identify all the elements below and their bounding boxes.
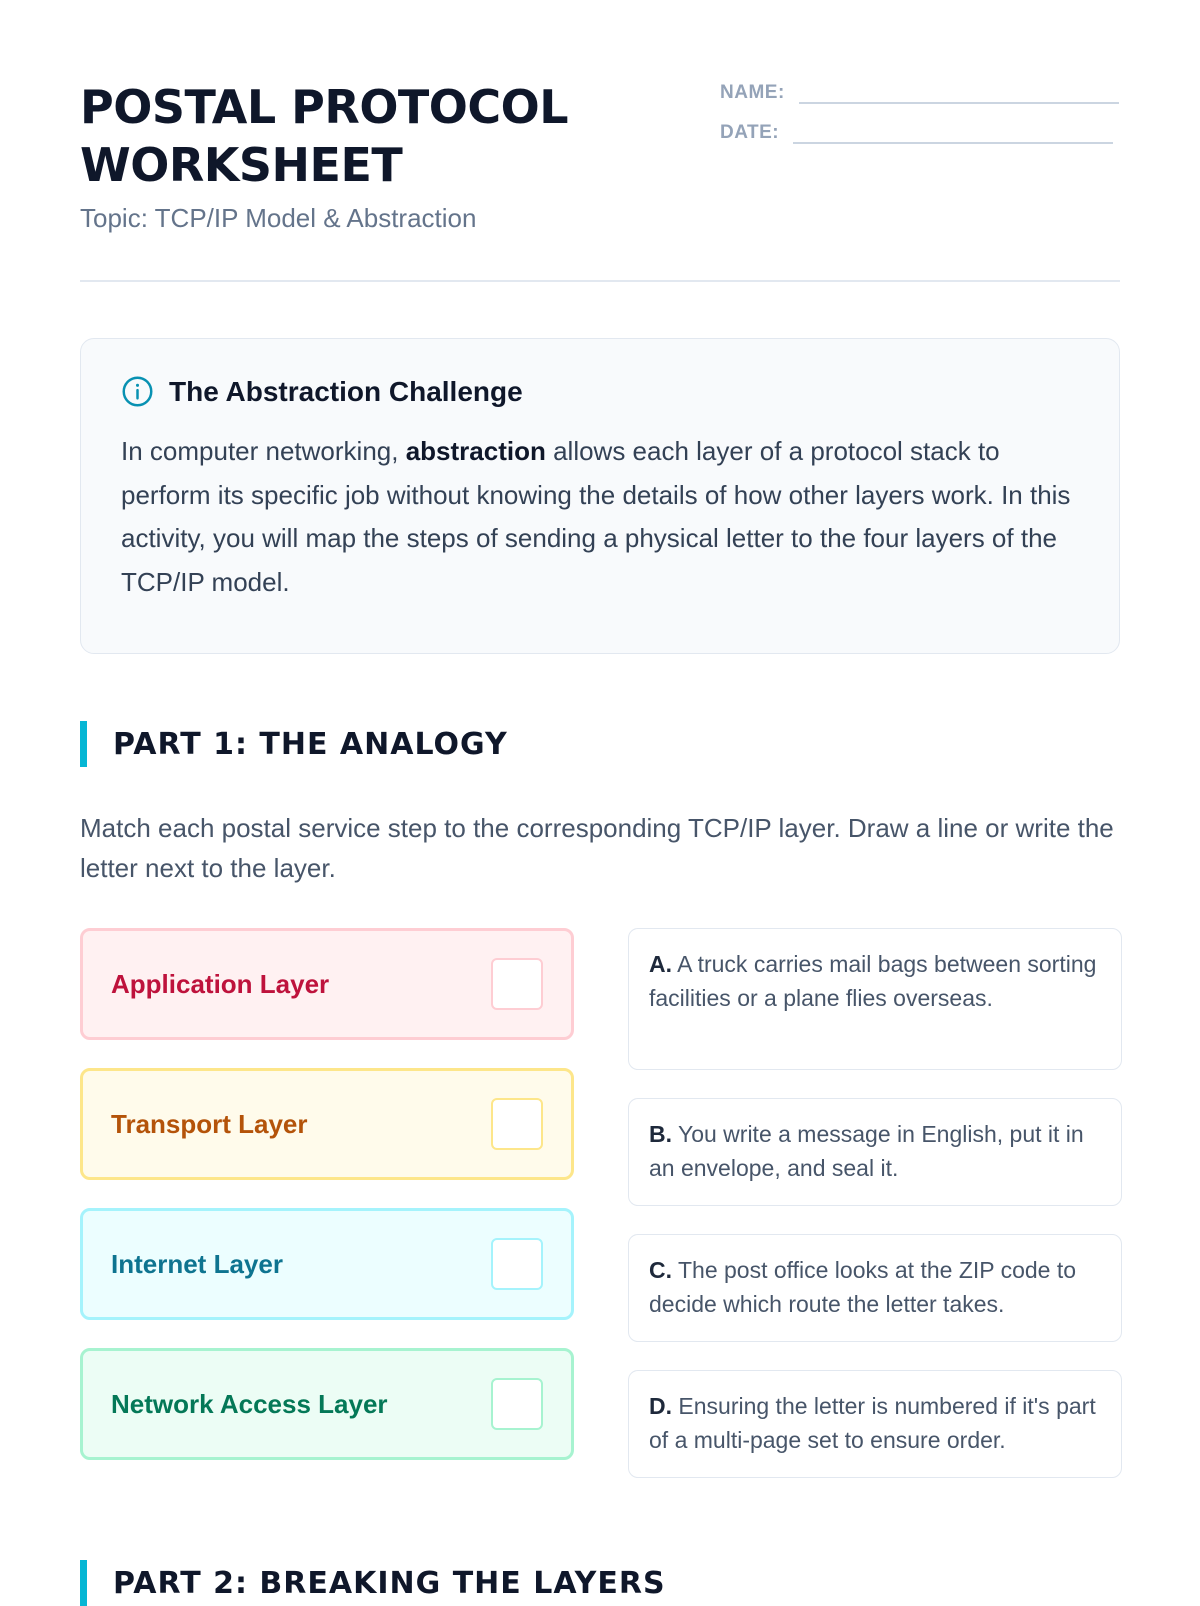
info-body-start: In computer networking, (121, 436, 406, 466)
info-header (121, 375, 1079, 408)
answer-box[interactable] (491, 1098, 543, 1150)
part2-heading: PART 2: BREAKING THE LAYERS (80, 1560, 666, 1606)
name-line[interactable] (799, 80, 1119, 104)
description-card-a (628, 928, 1122, 1070)
title-line-1: POSTAL PROTOCOL (80, 80, 569, 134)
description-letter: D. (649, 1393, 672, 1419)
abstraction-info-box (80, 338, 1120, 654)
part1-heading: PART 1: THE ANALOGY (80, 721, 508, 767)
name-field (720, 80, 1119, 104)
title-line-2: WORKSHEET (80, 138, 403, 192)
header-divider (80, 280, 1120, 282)
description-card-c (628, 1234, 1122, 1342)
info-body (121, 430, 1079, 604)
description-text: Ensuring the letter is numbered if it's part of a multi-page set to ensure order. (649, 1393, 1096, 1453)
answer-box[interactable] (491, 1378, 543, 1430)
part1-instructions: Match each postal service step to the corresponding TCP/IP layer. Draw a line or write the letter next to the layer. (80, 813, 1114, 883)
info-body-end: allows each layer of a protocol stack to perform its specific job without knowing the details of how other layers work. In this activity, you will map the steps of sending a physical letter to the four layers of the TCP/IP model. (121, 436, 1071, 597)
answer-box[interactable] (491, 958, 543, 1010)
layer-name: Network Access Layer (111, 1388, 388, 1419)
description-text: A truck carries mail bags between sorting facilities or a plane flies overseas. (649, 951, 1097, 1011)
worksheet-title (80, 78, 680, 194)
description-letter: A. (649, 951, 672, 977)
description-text: You write a message in English, put it in an envelope, and seal it. (649, 1121, 1084, 1181)
layer-card-internet (80, 1208, 574, 1320)
layer-card-application (80, 928, 574, 1040)
description-text: The post office looks at the ZIP code to decide which route the letter takes. (649, 1257, 1077, 1317)
date-line[interactable] (793, 120, 1113, 144)
layer-name: Internet Layer (111, 1248, 283, 1279)
name-label: NAME: (720, 82, 785, 103)
description-letter: B. (649, 1121, 672, 1147)
info-body-bold: abstraction (405, 436, 546, 466)
topic-subtitle: Topic: TCP/IP Model & Abstraction (80, 203, 477, 233)
layer-name: Transport Layer (111, 1108, 308, 1139)
description-letter: C. (649, 1257, 672, 1283)
description-card-d (628, 1370, 1122, 1478)
layer-card-network-access (80, 1348, 574, 1460)
layer-card-transport (80, 1068, 574, 1180)
description-card-b (628, 1098, 1122, 1206)
answer-box[interactable] (491, 1238, 543, 1290)
layer-name: Application Layer (111, 968, 330, 999)
info-circle-icon (121, 375, 154, 408)
info-title: The Abstraction Challenge (169, 375, 523, 407)
date-field (720, 120, 1113, 144)
date-label: DATE: (720, 122, 780, 143)
